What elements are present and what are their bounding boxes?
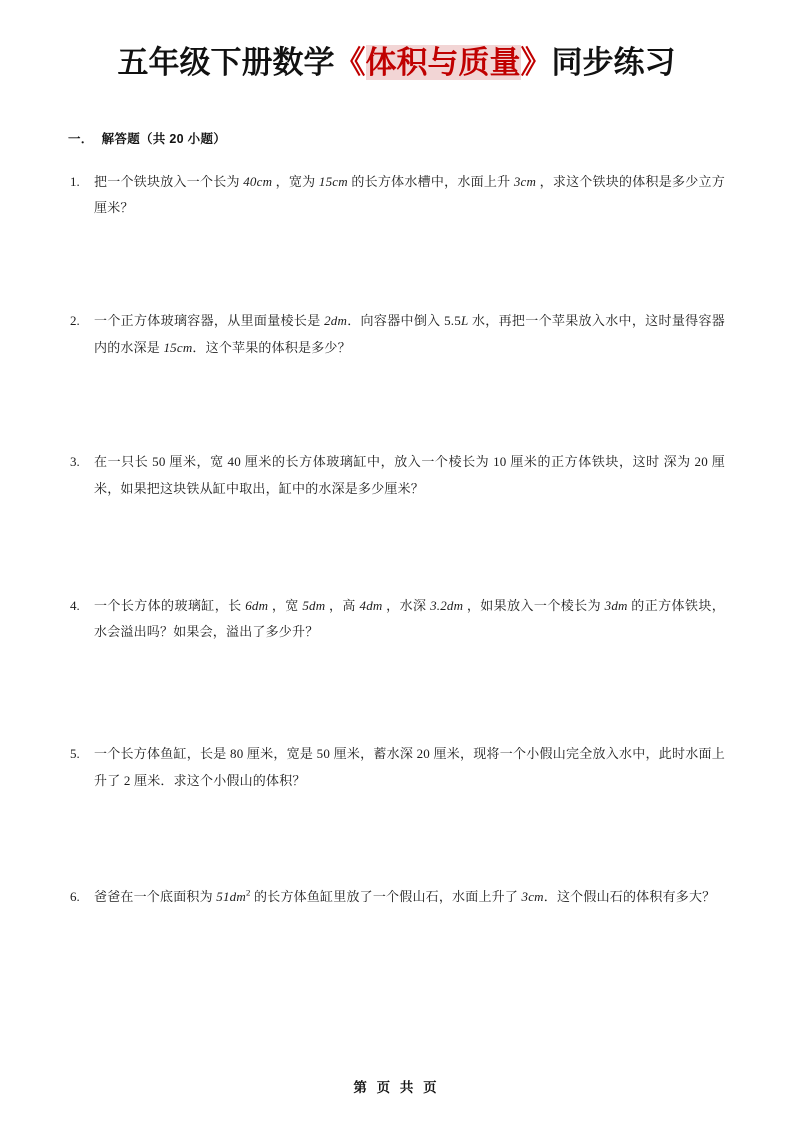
- list-item: [68, 884, 725, 911]
- list-item: [68, 308, 725, 361]
- title-segment-open-bracket: 《: [334, 45, 366, 80]
- question-number: 1.: [70, 173, 80, 189]
- title-segment-suffix: 同步练习: [551, 45, 676, 80]
- question-text: 一个长方体的玻璃缸，长 6dm ，宽 5dm ，高 4dm ，水深 3.2dm ，如果放入一个棱长为 3dm 的正方体铁块，水会溢出吗？如果会，溢出了多少升？: [94, 597, 725, 640]
- title-segment-highlight: 体积与质量: [365, 45, 521, 80]
- title-segment-prefix: 五年级下册数学: [117, 45, 335, 80]
- document-title: [68, 0, 725, 83]
- title-segment-close-bracket: 》: [520, 45, 552, 80]
- section-number: 一．: [68, 131, 94, 146]
- answer-space: [68, 222, 725, 308]
- list-item: [68, 169, 725, 222]
- answer-space: [68, 361, 725, 449]
- list-item: [68, 741, 725, 794]
- question-text: 一个正方体玻璃容器，从里面量棱长是 2dm．向容器中倒入 5.5L 水，再把一个苹果放入水中，这时量得容器内的水深是 15cm．这个苹果的体积是多少？: [94, 313, 725, 355]
- answer-space: [68, 503, 725, 593]
- question-list: [68, 169, 725, 911]
- list-item: [68, 593, 725, 646]
- section-heading: [68, 129, 725, 147]
- question-number: 2.: [70, 313, 80, 329]
- list-item: [68, 449, 725, 502]
- question-text: 一个长方体鱼缸，长是 80 厘米，宽是 50 厘米，蓄水深 20 厘米，现将一个小假山完全放入水中，此时水面上升了 2 厘米．求这个小假山的体积？: [94, 745, 725, 788]
- answer-space: [68, 646, 725, 741]
- question-number: 3.: [70, 454, 80, 470]
- question-number: 6.: [70, 889, 80, 905]
- answer-space: [68, 794, 725, 884]
- title-line: [118, 44, 676, 83]
- question-number: 5.: [70, 745, 80, 761]
- section-label: 解答题（共 20 小题）: [101, 131, 227, 146]
- question-text: 爸爸在一个底面积为 $51dm^2$ 的长方体鱼缸里放了一个假山石，水面上升了 3cm．这个假山石的体积有多大？: [94, 887, 716, 905]
- question-number: 4.: [70, 597, 80, 613]
- page-footer: 第 页 共 页: [353, 1080, 440, 1095]
- question-text: 在一只长 50 厘米，宽 40 厘米的长方体玻璃缸中，放入一个棱长为 10 厘米的正方体铁块，这时 深为 20 厘米，如果把这块铁从缸中取出，缸中的水深是多少厘米？: [94, 454, 725, 496]
- question-text: 把一个铁块放入一个长为 40cm ，宽为 15cm 的长方体水槽中，水面上升 3cm ，求这个铁块的体积是多少立方厘米？: [94, 173, 725, 216]
